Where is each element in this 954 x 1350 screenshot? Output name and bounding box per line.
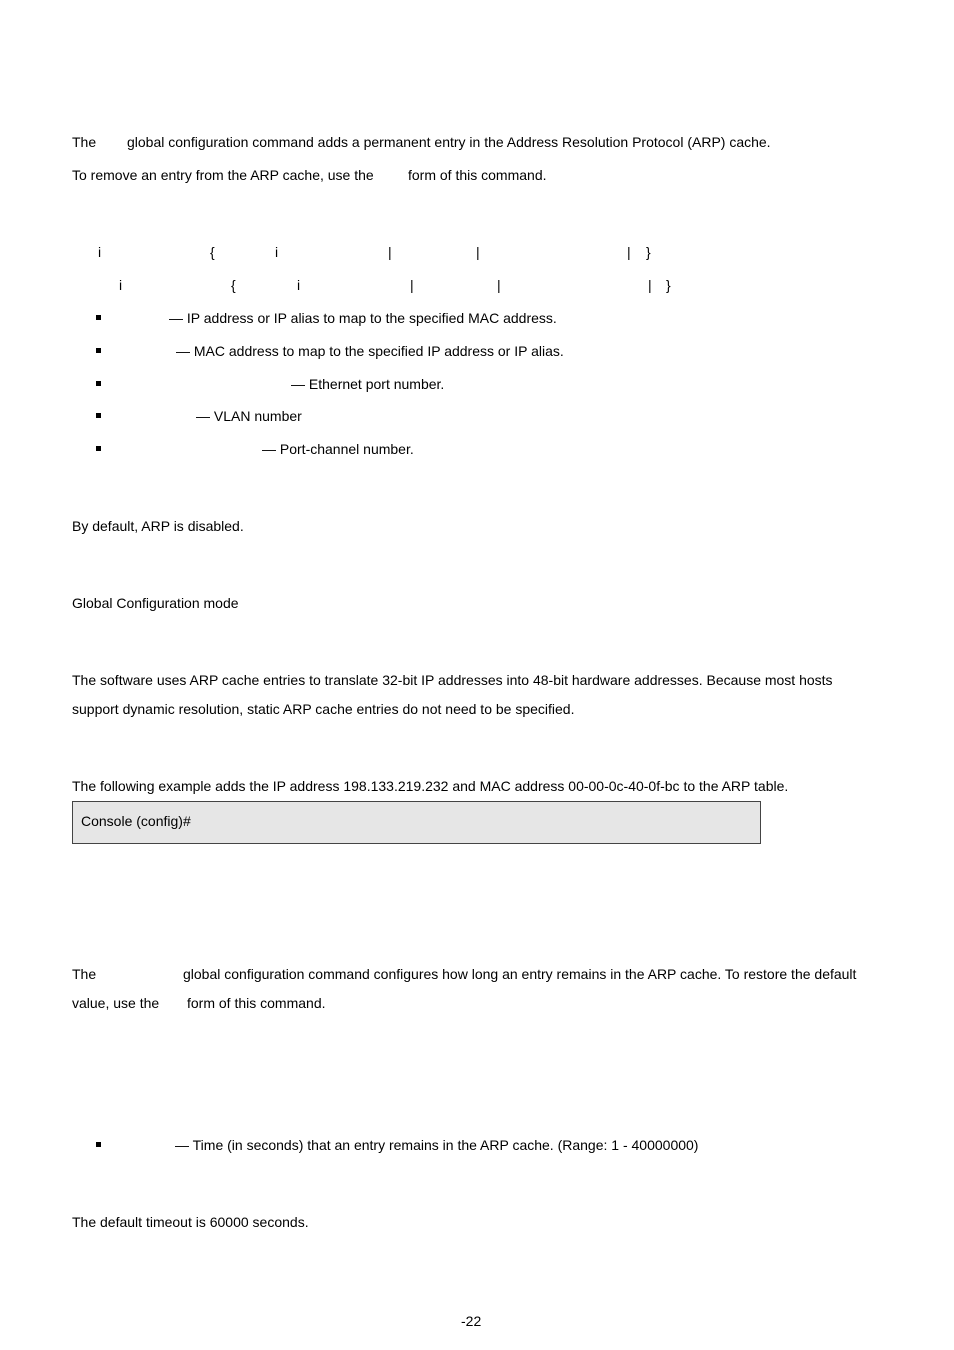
example-code-box bbox=[72, 801, 761, 844]
intro-the: The bbox=[72, 134, 97, 150]
syntax-token: | bbox=[648, 277, 652, 293]
bullet-icon bbox=[96, 1142, 101, 1147]
bullet-icon bbox=[96, 446, 101, 451]
param-ethernet-port: — Ethernet port number. bbox=[291, 376, 445, 392]
syntax-token: { bbox=[231, 277, 236, 293]
syntax-token: | bbox=[476, 244, 480, 260]
param-vlan: — VLAN number bbox=[196, 408, 302, 424]
timeout-default-text: The default timeout is 60000 seconds. bbox=[72, 1214, 309, 1230]
command-mode-text: Global Configuration mode bbox=[72, 595, 239, 611]
intro-description: global configuration command adds a permanent entry in the Address Resolution Protocol (ARP) cache. bbox=[127, 134, 771, 150]
remove-instruction: To remove an entry from the ARP cache, use the bbox=[72, 167, 374, 183]
syntax-token: | bbox=[627, 244, 631, 260]
syntax-token: } bbox=[646, 244, 651, 260]
syntax-token: { bbox=[210, 244, 215, 260]
syntax-token: i bbox=[297, 277, 301, 293]
remove-instruction-end: form of this command. bbox=[408, 167, 547, 183]
timeout-restore-instruction-end: form of this command. bbox=[187, 995, 326, 1011]
page-number: -22 bbox=[461, 1313, 482, 1329]
bullet-icon bbox=[96, 381, 101, 386]
timeout-intro-description: global configuration command configures how long an entry remains in the ARP cache. To restore the default bbox=[183, 966, 857, 982]
param-mac-address: — MAC address to map to the specified IP address or IP alias. bbox=[176, 343, 564, 359]
syntax-token: | bbox=[497, 277, 501, 293]
syntax-token: i bbox=[275, 244, 279, 260]
bullet-icon bbox=[96, 315, 101, 320]
example-description: The following example adds the IP address 198.133.219.232 and MAC address 00-00-0c-40-0f-bc to the ARP table. bbox=[72, 778, 789, 794]
syntax-token: | bbox=[388, 244, 392, 260]
example-code-prompt: Console (config)# bbox=[81, 813, 191, 829]
param-ip-address: — IP address or IP alias to map to the specified MAC address. bbox=[169, 310, 557, 326]
timeout-restore-instruction: value, use the bbox=[72, 995, 160, 1011]
bullet-icon bbox=[96, 348, 101, 353]
param-port-channel: — Port-channel number. bbox=[262, 441, 414, 457]
default-text: By default, ARP is disabled. bbox=[72, 518, 244, 534]
syntax-token: i bbox=[98, 244, 102, 260]
timeout-intro-the: The bbox=[72, 966, 97, 982]
usage-guideline-line-2: support dynamic resolution, static ARP cache entries do not need to be specified. bbox=[72, 701, 575, 717]
param-seconds: — Time (in seconds) that an entry remains in the ARP cache. (Range: 1 - 40000000) bbox=[175, 1137, 699, 1153]
bullet-icon bbox=[96, 413, 101, 418]
usage-guideline-line-1: The software uses ARP cache entries to translate 32-bit IP addresses into 48-bit hardware addresses. Because most hosts bbox=[72, 672, 833, 688]
syntax-token: | bbox=[410, 277, 414, 293]
syntax-token: i bbox=[119, 277, 123, 293]
syntax-token: } bbox=[666, 277, 671, 293]
